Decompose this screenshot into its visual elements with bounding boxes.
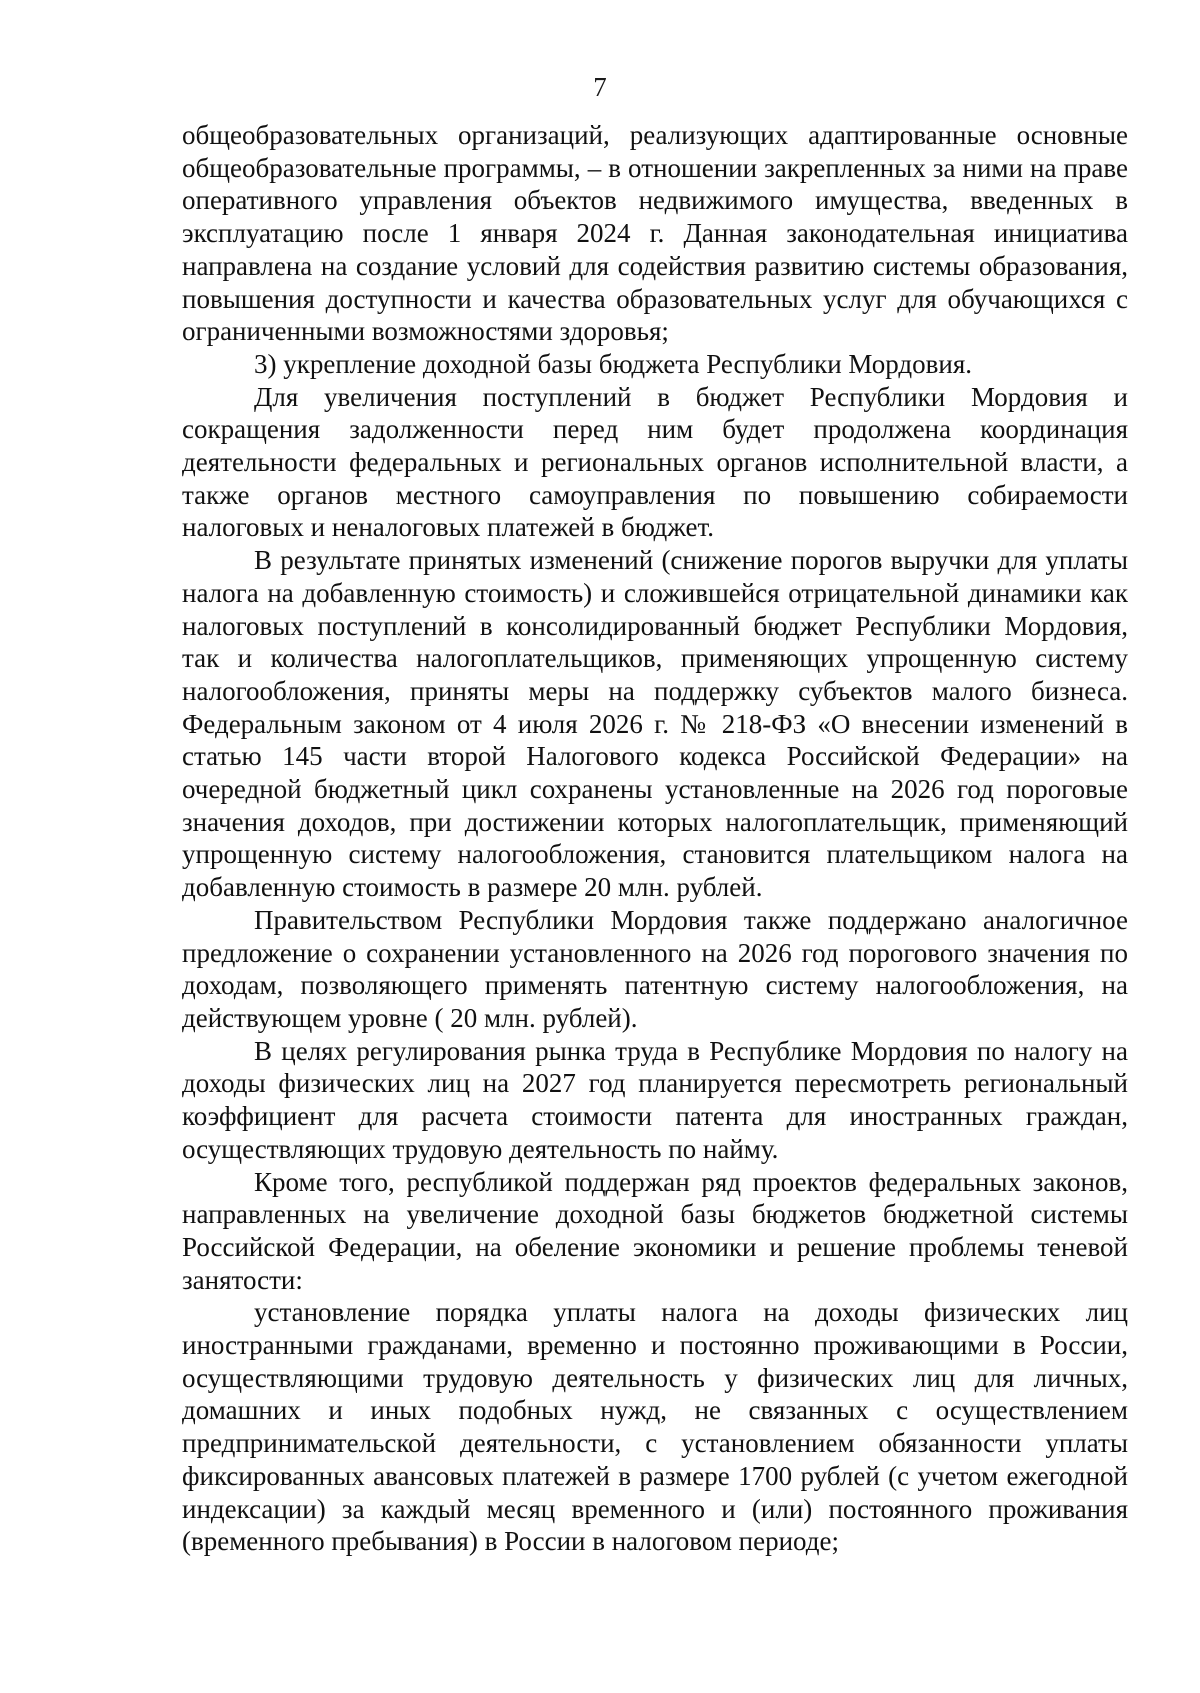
paragraph-income-tax-foreigners: установление порядка уплаты налога на доходы физических лиц иностранными гражданами, временно и постоянно проживающими в России, осуществляющими трудовую деятельность у физических лиц для личных, домашних и иных подобных нужд, не связанных с осуществлением предпринимательской деятельности, с установлением обязанности уплаты фиксированных авансовых платежей в размере 1700 рублей (с учетом ежегодной индексации) за каждый месяц временного и (или) постоянного проживания (временного пребывания) в России в налоговом периоде; (182, 1297, 1128, 1557)
page-number: 7 (593, 72, 607, 102)
paragraph-vat-thresholds: В результате принятых изменений (снижение порогов выручки для уплаты налога на добавленную стоимость) и сложившейся отрицательной динамики как налоговых поступлений в консолидированный бюджет Республики Мордовия, так и количества налогоплательщиков, применяющих упрощенную систему налогообложения, приняты меры на поддержку субъектов малого бизнеса. Федеральным законом от 4 июля 2026 г. № 218-ФЗ «О внесении изменений в статью 145 части второй Налогового кодекса Российской Федерации» на очередной бюджетный цикл сохранены установленные на 2026 год пороговые значения доходов, при достижении которых налогоплательщик, применяющий упрощенную систему налогообложения, становится плательщиком налога на добавленную стоимость в размере 20 млн. рублей. (182, 545, 1128, 903)
paragraph-labor-market: В целях регулирования рынка труда в Республике Мордовия по налогу на доходы физических лиц на 2027 год планируется пересмотреть региональный коэффициент для расчета стоимости патента для иностранных граждан, осуществляющих трудовую деятельность по найму. (182, 1035, 1128, 1164)
paragraph-revenue-increase: Для увеличения поступлений в бюджет Республики Мордовия и сокращения задолженности перед ним будет продолжена координация деятельности федеральных и региональных органов исполнительной власти, а также органов местного самоуправления по повышению собираемости налоговых и неналоговых платежей в бюджет. (182, 381, 1128, 543)
document-body (182, 119, 1128, 1558)
paragraph-list-item-3: 3) укрепление доходной базы бюджета Республики Мордовия. (254, 348, 973, 379)
paragraph-federal-laws: Кроме того, республикой поддержан ряд проектов федеральных законов, направленных на увеличение доходной базы бюджетов бюджетной системы Российской Федерации, на обеление экономики и решение проблемы теневой занятости: (182, 1166, 1128, 1295)
paragraph-continuation: общеобразовательных организаций, реализующих адаптированные основные общеобразовательные программы, – в отношении закрепленных за ними на праве оперативного управления объектов недвижимого имущества, введенных в эксплуатацию после 1 января 2024 г. Данная законодательная инициатива направлена на создание условий для содействия развитию системы образования, повышения доступности и качества образовательных услуг для обучающихся с ограниченными возможностями здоровья; (182, 120, 1128, 347)
paragraph-patent-system: Правительством Республики Мордовия также поддержано аналогичное предложение о сохранении установленного на 2026 год порогового значения по доходам, позволяющего применять патентную систему налогообложения, на действующем уровне ( 20 млн. рублей). (182, 904, 1128, 1033)
